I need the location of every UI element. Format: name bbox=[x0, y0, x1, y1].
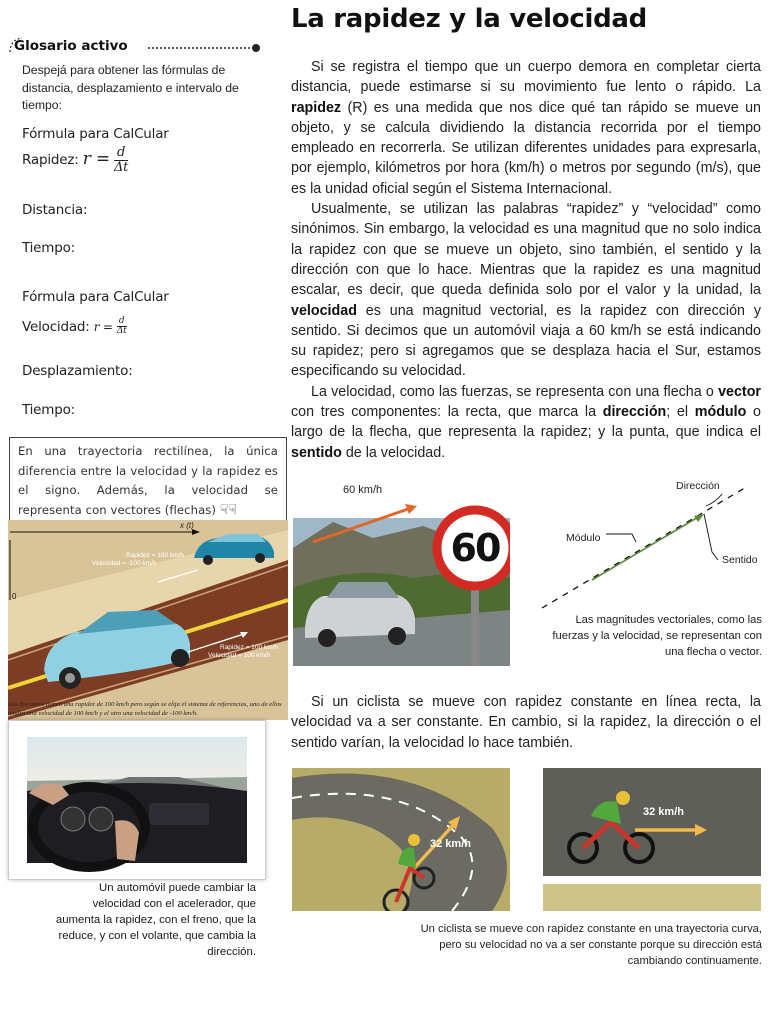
paragraph-2 bbox=[291, 199, 761, 382]
velocity-label: Velocidad: bbox=[22, 318, 90, 335]
car-figure-caption: Un automóvil puede cambiar la velocidad con el acelerador, que aumenta la rapidez, con el freno, que la reduce, y con el volante, que cambia la dirección. bbox=[55, 882, 256, 958]
speed-sign-illustration bbox=[293, 478, 510, 666]
main-text-block bbox=[291, 57, 761, 463]
bottom-car-velocity-label: Velocidad = 100 km/h bbox=[208, 652, 271, 659]
cyclist-straight-illustration bbox=[543, 768, 761, 911]
paragraph-1 bbox=[291, 57, 761, 199]
term-velocidad: velocidad bbox=[291, 302, 357, 319]
note-text: En una trayectoria rectilínea, la única diferencia entre la velocidad y la rapidez es el signo. Además, la velocidad se representa con vectores (flechas) bbox=[18, 444, 278, 517]
glossary-panel bbox=[8, 32, 270, 427]
axis-label: x (t) bbox=[180, 521, 194, 530]
curve-speed-label: 32 km/h bbox=[430, 838, 471, 850]
sense-label: Sentido bbox=[722, 554, 758, 566]
origin-label: 0 bbox=[12, 592, 17, 601]
road-illustration bbox=[8, 520, 288, 720]
velocity-fraction bbox=[117, 317, 127, 337]
bottom-car-speed-label: Rapidez = 100 km/h bbox=[220, 644, 278, 651]
p3-text-a: La velocidad, como las fuerzas, se representa con una flecha o bbox=[311, 383, 719, 400]
speed-label: Rapidez: bbox=[22, 152, 79, 169]
p1-text-c: (R) es una medida que nos dice qué tan rápido se mueve un objeto, y se calcula dividiendo la distancia recorrida por el tiempo empleado en recorrerla. Se utilizan diferentes unidades para expresarla, por ejemplo, kilómetros por hora (km/h) o metros por segundo (m/s), que es la unidad oficial según el Sistema Internacional. bbox=[291, 99, 761, 197]
speed-formula bbox=[22, 146, 128, 174]
cyclist-curve-illustration bbox=[292, 768, 510, 911]
road-figure-caption: Los dos autos tienen una rapidez de 100 km/h pero según se elija el sistema de referencias, uno de ellos tendrá una velocidad de 100 km/h y el otro una velocidad de -100 km/h. bbox=[8, 701, 282, 717]
term-rapidez: rapidez bbox=[291, 99, 342, 116]
cyclist-figure-caption: Un ciclista se mueve con rapidez constante en una trayectoria curva, pero su velocidad no va a ser constante porque su dirección está cambiando continuamente. bbox=[420, 923, 762, 967]
top-car-velocity-label: Velocidad = -100 km/h bbox=[92, 560, 157, 567]
velocity-denominator: Δt bbox=[116, 326, 127, 337]
speed-fraction bbox=[114, 146, 128, 174]
glossary-title: Glosario activo bbox=[14, 38, 128, 54]
vector-diagram-illustration bbox=[536, 476, 764, 616]
vector-figure-caption: Las magnitudes vectoriales, como las fuerzas y la velocidad, se representan con una flecha o vector. bbox=[552, 614, 762, 658]
note-box bbox=[9, 437, 287, 521]
displacement-label: Desplazamiento: bbox=[22, 363, 133, 379]
velocity-symbol: r = bbox=[93, 319, 113, 334]
road-two-cars-figure bbox=[8, 520, 288, 720]
speed-limit-sign-number: 60 bbox=[450, 526, 500, 570]
speed-sign-figure bbox=[293, 478, 510, 666]
term-sentido: sentido bbox=[291, 444, 342, 461]
speed-formula-heading: Fórmula para CalCular bbox=[22, 126, 169, 142]
glossary-intro: Despejá para obtener las fórmulas de distancia, desplazamiento e intervalo de tiempo: bbox=[22, 63, 239, 112]
top-car-speed-label: Rapidez = 100 km/h bbox=[126, 552, 184, 559]
distance-label: Distancia: bbox=[22, 202, 88, 218]
cyclist-straight-figure bbox=[543, 768, 761, 911]
time-label-1: Tiempo: bbox=[22, 240, 76, 256]
p1-text-a: Si se registra el tiempo que un cuerpo demora en completar cierta distancia, puede estimarse si su movimiento fue lento o rápido. La bbox=[291, 59, 761, 96]
straight-speed-label: 32 km/h bbox=[643, 806, 684, 818]
p3-text-i: de la velocidad. bbox=[341, 444, 446, 461]
speed-denominator: Δt bbox=[113, 159, 129, 175]
p3-text-g: o largo de la flecha, que representa la rapidez; y la punta, que indica el bbox=[291, 404, 762, 441]
term-modulo: módulo bbox=[694, 404, 747, 421]
p3-text-c: con tres componentes: la recta, que marca la bbox=[291, 404, 603, 421]
time-label-2: Tiempo: bbox=[22, 402, 76, 418]
velocity-numerator: d bbox=[117, 317, 127, 327]
paragraph-4-block bbox=[291, 692, 761, 753]
velocity-formula bbox=[22, 317, 127, 337]
car-interior-illustration bbox=[9, 721, 267, 881]
page-title: La rapidez y la velocidad bbox=[291, 4, 647, 34]
vector-diagram bbox=[536, 476, 764, 616]
speed-symbol: r = bbox=[82, 149, 110, 170]
paragraph-3 bbox=[291, 382, 761, 463]
velocity-formula-heading: Fórmula para CalCular bbox=[22, 289, 169, 305]
pointing-hand-icon: ☟☟ bbox=[219, 501, 238, 518]
cyclist-curve-figure bbox=[292, 768, 510, 911]
paragraph-4: Si un ciclista se mueve con rapidez constante en línea recta, la velocidad va a ser constante. En cambio, si la rapidez, la dirección o el sentido varían, la velocidad lo hace también. bbox=[291, 694, 761, 751]
p2-text-c: es una magnitud vectorial, es la rapidez con dirección y sentido. Si decimos que un automóvil viaja a 60 km/h se está indicando su rapidez; pero si agregamos que se desplaza hacia el Sur, estamos especificando su velocidad. bbox=[291, 302, 761, 380]
car-interior-figure bbox=[8, 720, 266, 880]
p3-text-e: ; el bbox=[666, 404, 695, 421]
term-direccion: dirección bbox=[602, 404, 667, 421]
direction-label: Dirección bbox=[676, 480, 720, 492]
speed-numerator: d bbox=[114, 146, 128, 161]
module-label: Módulo bbox=[566, 532, 601, 544]
p2-text-a: Usualmente, se utilizan las palabras “rapidez” y “velocidad” como sinónimos. Sin embargo, la velocidad es una magnitud que no solo indica la rapidez con que se mueve un objeto, sino también, el sentido y la dirección con que lo hace. Mientras que la rapidez es una magnitud escalar, es decir, que queda definida solo por el valor y la unidad, la bbox=[291, 201, 761, 299]
term-vector: vector bbox=[718, 383, 761, 400]
speed-arrow-label: 60 km/h bbox=[343, 484, 383, 496]
